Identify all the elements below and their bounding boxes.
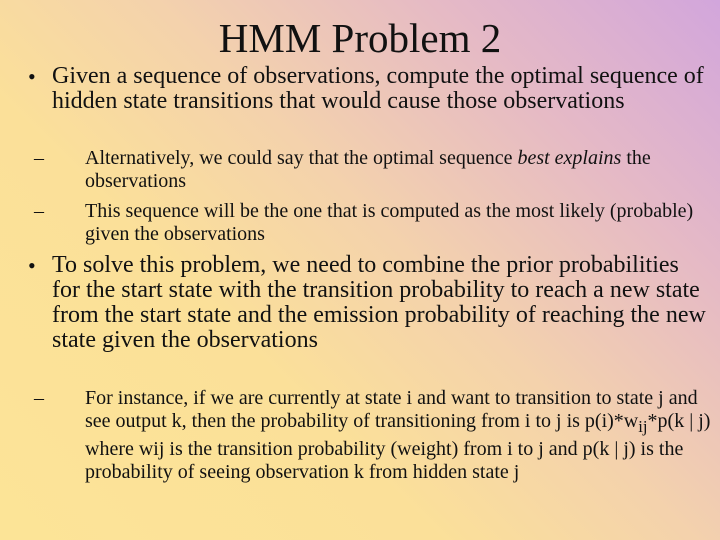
bullet-2-text: To solve this problem, we need to combine the prior probabilities for the start state with the transition probability to reach a new state from the start state and the emission probability of reaching the new state given the observations <box>52 252 706 353</box>
bullet-marker: • <box>28 64 36 89</box>
bullet-2 <box>28 253 708 353</box>
bullet-1-text: Given a sequence of observations, compute the optimal sequence of hidden state transitions that would cause those observations <box>52 63 704 114</box>
sub-bullet-1-1 <box>34 147 714 193</box>
sub-bullet-marker: – <box>34 200 44 222</box>
sub-bullet-1-1-text-start: Alternatively, we could say that the optimal sequence <box>85 147 518 169</box>
sub-bullet-marker: – <box>34 387 44 409</box>
slide-title: HMM Problem 2 <box>218 15 502 61</box>
bullet-1 <box>28 64 708 114</box>
bullet-marker: • <box>28 253 36 278</box>
sub-bullet-2-1-subscript: ij <box>638 417 648 436</box>
sub-bullet-1-2-text: This sequence will be the one that is computed as the most likely (probable) given the observations <box>85 200 694 245</box>
sub-bullet-1-2 <box>34 200 714 246</box>
sub-bullet-2-1 <box>34 387 714 484</box>
sub-bullet-marker: – <box>34 147 44 169</box>
sub-bullet-2-1-text <box>85 387 714 484</box>
sub-bullet-2-1-text-start: For instance, if we are currently at state i and want to transition to state j and see output k, then the probability of transitioning from i to j is p(i)*w <box>85 387 698 432</box>
sub-bullet-1-1-emphasis: best explains <box>517 147 622 169</box>
sub-bullet-2-1-text-end: *p(k | j) where wij is the transition probability (weight) from i to j and p(k | j) is the probability of seeing observation k from hidden state j <box>85 410 711 483</box>
sub-bullet-1-1-text <box>85 147 714 193</box>
sub-bullet-1-1-text-end: the observations <box>85 147 651 192</box>
